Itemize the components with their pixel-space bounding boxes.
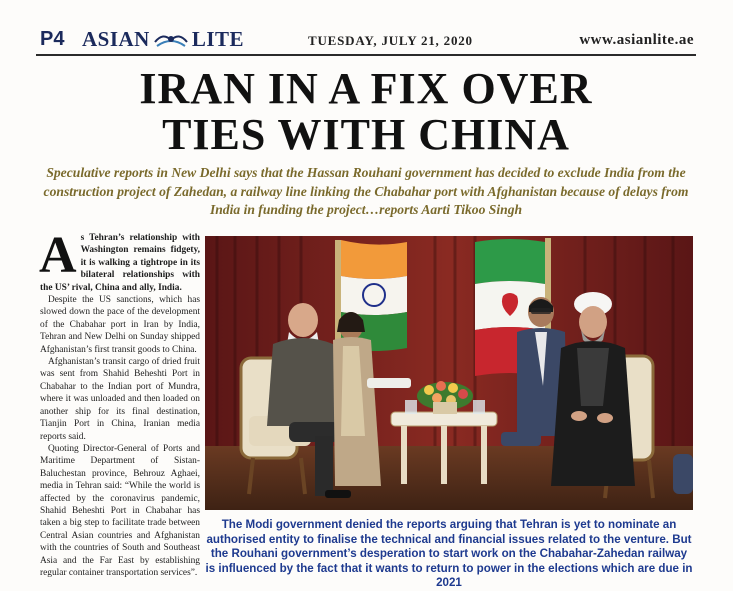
standfirst: Speculative reports in New Delhi says that the Hassan Rouhani government has decided to exclude India from the construction project of Zahedan, a railway line linking the Chabahar port with Afghanistan because of delays from India in funding the project…reports Aarti Tikoo Singh [43, 165, 689, 217]
photo-caption: The Modi government denied the reports arguing that Tehran is yet to nominate an authorised entity to finalise the technical and financial issues related to the venture. But the Rouhani government’s desperation to start work on the Chabahar-Zahedan railway is influenced by the fact that it wants to return to power in the elections which are due in 2021 [205, 518, 693, 590]
logo-text-left: ASIAN [82, 27, 150, 51]
partial-figure [673, 454, 693, 494]
logo-text-right: LITE [191, 27, 245, 51]
lead-text: s Tehran’s relationship with Washington remains fidgety, it is walking a tightrope in its bilateral relationships with the US’ rival, China and ally, India. [40, 233, 200, 293]
publication-logo [82, 27, 244, 52]
headline [36, 66, 696, 158]
page-number: P4 [40, 28, 65, 50]
body-paragraph: Afghanistan’s transit cargo of dried fruit was sent from Shahid Beheshti Port in Chabahar to the Indian port of Mundra, where it was unloaded and then loaded on another ship for its final destination, Tianjin Port in China, Iranian media reports said. [40, 357, 200, 442]
logo-emblem-icon [153, 30, 189, 50]
website-url[interactable]: www.asianlite.ae [579, 32, 694, 48]
news-photo-illustration [205, 236, 693, 510]
article-body [39, 227, 200, 579]
headline-line-1: IRAN IN A FIX OVER [139, 64, 593, 113]
body-paragraph: Despite the US sanctions, which has slowed down the pace of the development of the Chabahar port in Iran by India, Tehran and New Delhi on Sunday shipped Afghanistan’s first transit goods to China. [40, 295, 200, 355]
issue-date: TUESDAY, JULY 21, 2020 [308, 33, 473, 48]
lead-paragraph [39, 227, 200, 294]
news-photo [205, 236, 693, 510]
body-paragraph: Quoting Director-General of Ports and Maritime Department of Sistan-Baluchestan province, Behrouz Aghaei, media in Tehran said: “While the world is affected by the coronavirus pandemic, Shahid Beheshti Port in Chabahar has taken a big step to facilitate trade between Central Asian countries and Afghanistan with the countries of South and Southeast Asia and the Far East by establishing regular container transportation services”. [40, 443, 200, 578]
dropcap: A [39, 227, 77, 284]
headline-line-2: TIES WITH CHINA [162, 110, 570, 159]
masthead [36, 26, 696, 52]
masthead-divider [36, 54, 696, 56]
